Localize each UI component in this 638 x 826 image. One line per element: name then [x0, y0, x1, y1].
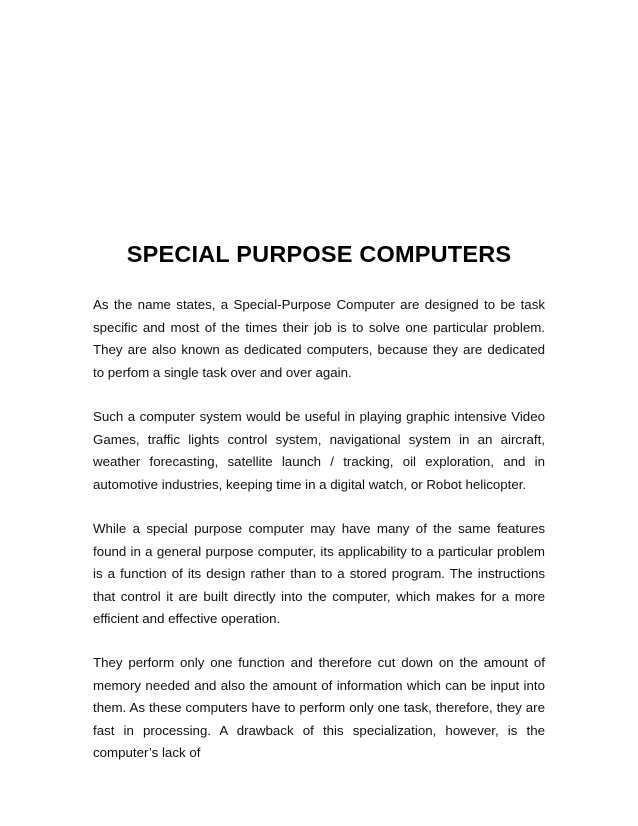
paragraph-intro: As the name states, a Special-Purpose Computer are designed to be task specific and most of the times their job is to solve one particular problem. They are also known as dedicated computers, because they are dedicated to perfom a single task over and over again.	[93, 297, 545, 380]
paragraph-performance: They perform only one function and therefore cut down on the amount of memory needed and also the amount of information which can be input into them. As these computers have to perform only one task, therefore, they are fast in processing. A drawback of this specialization, however, is the computer’s lack of	[93, 655, 545, 761]
page-title: SPECIAL PURPOSE COMPUTERS	[126, 241, 512, 267]
paragraph-design: While a special purpose computer may have many of the same features found in a general purpose computer, its applicability to a particular problem is a function of its design rather than to a stored program. The instructions that control it are built directly into the computer, which makes for a more efficient and effective operation.	[93, 521, 545, 627]
paragraph-uses: Such a computer system would be useful in playing graphic intensive Video Games, traffic lights control system, navigational system in an aircraft, weather forecasting, satellite launch / tracking, oil exploration, and in automotive industries, keeping time in a digital watch, or Robot helicopter.	[93, 409, 545, 492]
